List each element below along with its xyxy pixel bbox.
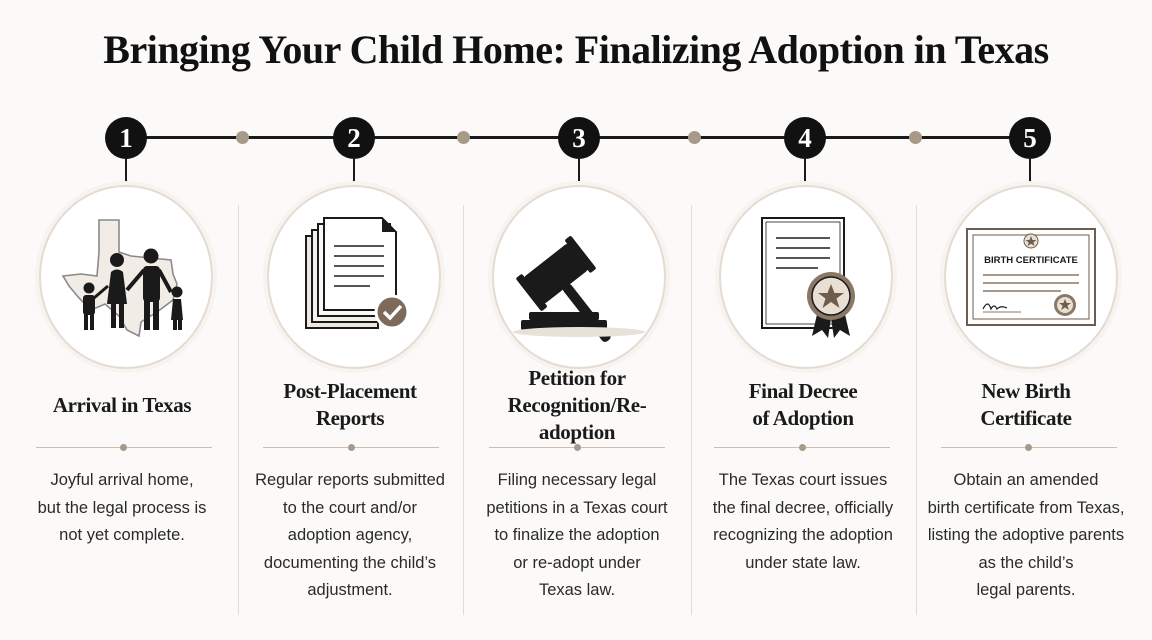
column-divider: [691, 205, 692, 615]
step-1-description: Joyful arrival home, but the legal process is not yet complete.: [37, 471, 207, 544]
step-3-separator-dot: [574, 444, 581, 451]
step-2-icon-circle: [267, 185, 441, 369]
timeline-connector-dot: [236, 131, 249, 144]
step-4-separator-dot: [799, 444, 806, 451]
decree-seal-icon: [746, 212, 866, 342]
page-title: Bringing Your Child Home: Finalizing Adoption in Texas: [103, 27, 1049, 72]
column-divider: [463, 205, 464, 615]
column-divider: [916, 205, 917, 615]
step-4-title: Final Decree of Adoption: [748, 379, 858, 430]
gavel-icon: [509, 212, 649, 342]
step-1-icon-circle: [39, 185, 213, 369]
birth-certificate-icon: [961, 217, 1101, 337]
step-5-separator-dot: [1025, 444, 1032, 451]
step-1-number-badge: 1: [105, 117, 147, 159]
step-3-description: Filing necessary legal petitions in a Texas court to finalize the adoption or re-adopt under Texas law.: [486, 471, 668, 599]
documents-check-icon: [294, 212, 414, 342]
step-5-title: New Birth Certificate: [980, 379, 1072, 430]
step-5-description: Obtain an amended birth certificate from Texas, listing the adoptive parents as the child’s legal parents.: [927, 471, 1125, 599]
certificate-heading: BIRTH CERTIFICATE: [984, 255, 1078, 266]
timeline-connector-dot: [688, 131, 701, 144]
step-4-number-badge: 4: [784, 117, 826, 159]
timeline-connector-dot: [909, 131, 922, 144]
step-5-icon-circle: [944, 185, 1118, 369]
step-1-separator-dot: [120, 444, 127, 451]
step-2-number-badge: 2: [333, 117, 375, 159]
step-5-stem: [1029, 157, 1031, 185]
step-3-number-badge: 3: [558, 117, 600, 159]
step-2-separator-dot: [348, 444, 355, 451]
step-1-title: Arrival in Texas: [52, 392, 192, 417]
step-4-stem: [804, 157, 806, 185]
column-divider: [238, 205, 239, 615]
timeline-connector-dot: [457, 131, 470, 144]
step-4-icon-circle: [719, 185, 893, 369]
step-3-icon-circle: [492, 185, 666, 369]
step-4-description: The Texas court issues the final decree, officially recognizing the adoption under state law.: [712, 471, 894, 572]
step-2-description: Regular reports submitted to the court and/or adoption agency, documenting the child’s adjustment.: [255, 471, 445, 599]
step-3-title: Petition for Recognition/Re-adoption: [507, 365, 647, 444]
step-2-title: Post-Placement Reports: [283, 379, 417, 430]
step-5-number-badge: 5: [1009, 117, 1051, 159]
step-1-stem: [125, 157, 127, 185]
step-3-stem: [578, 157, 580, 185]
texas-family-icon: [61, 212, 191, 342]
step-2-stem: [353, 157, 355, 185]
